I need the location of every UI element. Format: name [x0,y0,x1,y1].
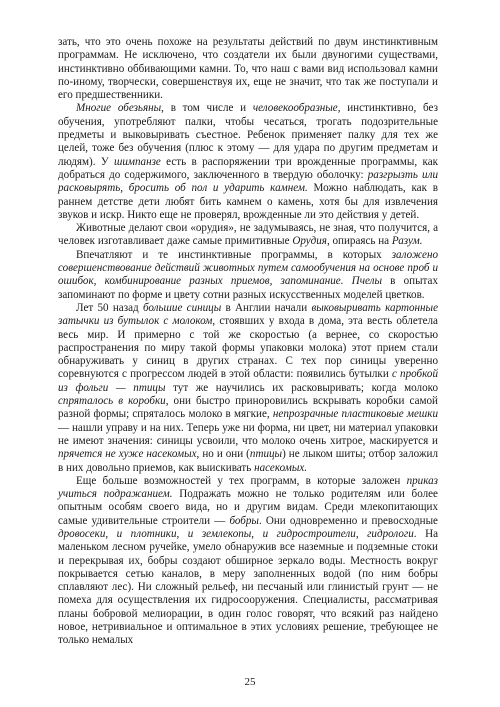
paragraph [58,475,438,648]
text-run: тут же научились их расковыривать; когда молоко [165,381,438,394]
paragraph [58,222,438,249]
text-run: ) не лыком шиты; отбор заложил в них довольно приемов, как выискивать [58,448,439,474]
italic-text: большие синицы [142,301,222,314]
text-run: , инстинктивно, без обучения, употребляют палки, чтобы чесаться, трогать подозрительные предметы и выковыривать съестное. Ребенок применяет палку для тех же целей, тоже без обучения (плюс к этому — для удара по другим предметам и людям). У [58,102,438,168]
italic-text: бобры [229,514,259,527]
text-run: Еще больше возможностей у тех программ, в которые заложен [76,474,407,487]
text-run: в Англии начали [221,301,312,314]
paragraph [58,249,438,302]
italic-text: с пробкой из фольги — птицы [58,368,438,394]
text-run: есть в распоряжении три врожденные программы, как добраться до содержимого, заключенного в твердую оболочку: [58,155,439,181]
italic-text: птицы [249,448,283,461]
italic-text: Орудия [292,235,327,248]
italic-text: дровосеки, и плотники, и землекопы, и гидростроители, гидрологи [58,527,414,540]
paragraph [58,302,438,475]
text-run: в опытах запоминают по форме и цвету сотни разных искусственных моделей цветков. [58,275,438,301]
italic-text: Многие обезьяны [76,102,162,115]
text-run: Животные делают свои «орудия», не задумываясь, не зная, что получится, а человек изготавливает даже самые примитивные [58,222,438,248]
italic-text: спряталось в коробки [58,395,166,408]
text-run: Можно наблюдать, как в раннем детстве дети любят бить камнем о камень, хотя бы для извлечения звуков и искр. Никто еще не проверял, врожденные ли это действия у детей. [58,182,438,221]
italic-text: шимпанзе [114,155,161,168]
italic-text: заложено совершенствование действий животных путем самообучения на основе проб и ошибок, комбинирование разных приемов, запоминание. Пчелы [58,248,438,288]
italic-text: прячется не хуже насекомых [58,448,197,461]
italic-text: разгрызть или расковырять, бросить об пол и ударить камнем. [58,168,438,195]
paragraph [58,102,438,222]
italic-text: насекомых. [254,461,308,474]
text-run: , они быстро приноровились вскрывать коробки самой разной формы; спряталось молоко в мягкие, [58,395,438,421]
italic-text: непрозрачные пластиковые мешки [272,408,438,421]
italic-text: Разум. [391,235,423,248]
text-run: , но и они ( [196,448,250,461]
text-run: зать, что это очень похоже на результаты действий по двум инстинктивным программам. Не исключено, что создатели их были двуногими существами, инстинктивно оббивающими камни. То, что наш с вами вид использовал камни по-иному, творчески, совершенствуя их, еще не значит, что так же поступали и его предшественники. [58,36,438,102]
text-run: Впечатляют и те инстинктивные программы, в которых [76,248,392,261]
text-run: — нашли управу и на них. Теперь уже ни форма, ни цвет, ни материал упаковки не имеют значения: синицы усвоили, что молоко очень хитрое, маскируется и [58,421,438,447]
text-run: . Они одновременно и превосходные [258,514,438,527]
italic-text: выковыривать картонные затычки из бутылок с молоком [58,301,438,328]
italic-text: приказ учиться подражанием. [58,474,438,501]
text-run: Подражать можно не только родителям или более опытным особям своего вида, но и другим видам. Среди млекопитающих самые удивительные строители — [58,488,438,527]
paragraph [58,36,438,102]
page-number: 25 [244,676,256,688]
italic-text: человекообразные [252,102,338,115]
text-run: Лет 50 назад [76,301,143,314]
text-run: , опираясь на [326,235,392,248]
text-run: , в том числе и [161,102,253,115]
text-run: . На маленьком лесном ручейке, умело обнаружив все наземные и подземные стоки и перекрывая их, бобры создают обширное зеркало воды. Местность вокруг покрывается сетью каналов, в меру заполненных водой (по ним бобры сплавляют лес). Ни сложный рельеф, ни песчаный или глинистый грунт — не помеха для осуществления их гидросооружения. Специалисты, рассматривая планы бобровой мелиорации, в один голос говорят, что всякий раз найдено новое, нетривиальное и оптимальное в этих условиях решение, требующее не только немалых [58,527,438,647]
text-run: , стоявших у входа в дома, эта весть облетела весь мир. И примерно с той же скоростью (а вернее, со скоростью распространения по миру такой формы упаковки молока) этот прием стали обнаруживать у синиц в других странах. С тех пор синицы уверенно соревнуются с прогрессом людей в этой области: появились бутылки [58,315,438,381]
page-body [58,36,438,648]
